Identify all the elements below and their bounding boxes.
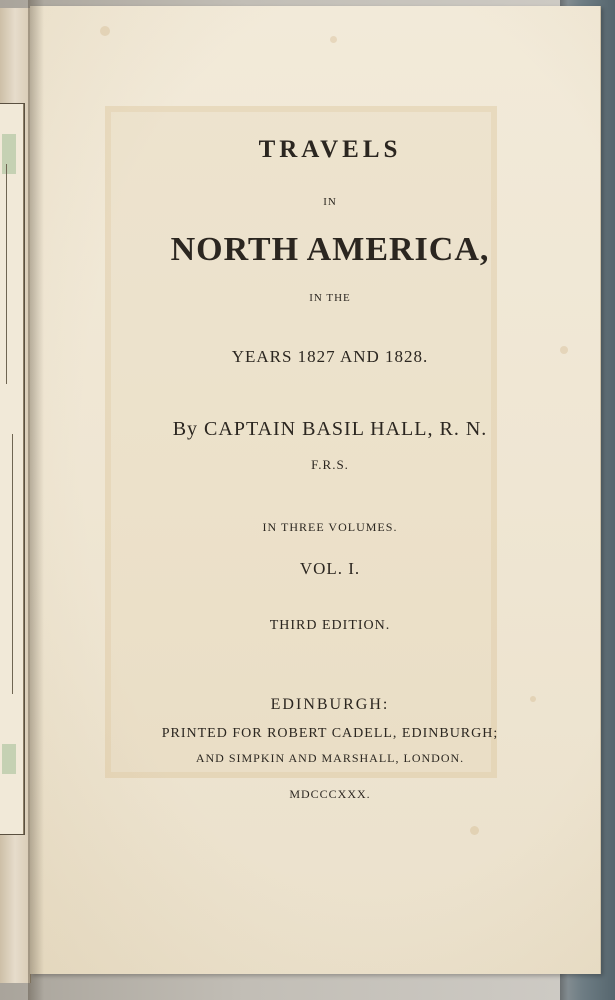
facing-leaf [0, 8, 31, 983]
book-title: TRAVELS [258, 136, 402, 163]
foxing-spot [100, 26, 110, 36]
book-subject-place: NORTH AMERICA, [170, 231, 490, 268]
gutter-shadow [28, 0, 44, 1000]
edition-statement: THIRD EDITION. [269, 618, 391, 633]
imprint-city: EDINBURGH: [270, 696, 390, 713]
foxing-spot [470, 826, 479, 835]
publisher-line: AND SIMPKIN AND MARSHALL, LONDON. [195, 751, 465, 765]
folded-map-plate [0, 103, 25, 835]
title-connector-in: IN [323, 196, 337, 208]
printer-line: PRINTED FOR ROBERT CADELL, EDINBURGH; [161, 726, 499, 741]
map-color-tint [2, 744, 16, 774]
publication-date: MDCCCXXX. [289, 787, 371, 801]
title-connector-in-the: IN THE [309, 292, 351, 304]
foxing-spot [330, 36, 337, 43]
book-years: YEARS 1827 AND 1828. [231, 347, 429, 366]
map-color-tint [2, 134, 16, 174]
map-border-line [12, 434, 13, 694]
title-page [30, 6, 601, 974]
volume-number: VOL. I. [299, 559, 361, 578]
volume-count: IN THREE VOLUMES. [262, 520, 398, 534]
map-border-line [6, 164, 7, 384]
author-credentials: F.R.S. [311, 457, 349, 472]
author-line: By CAPTAIN BASIL HALL, R. N. [172, 418, 488, 440]
